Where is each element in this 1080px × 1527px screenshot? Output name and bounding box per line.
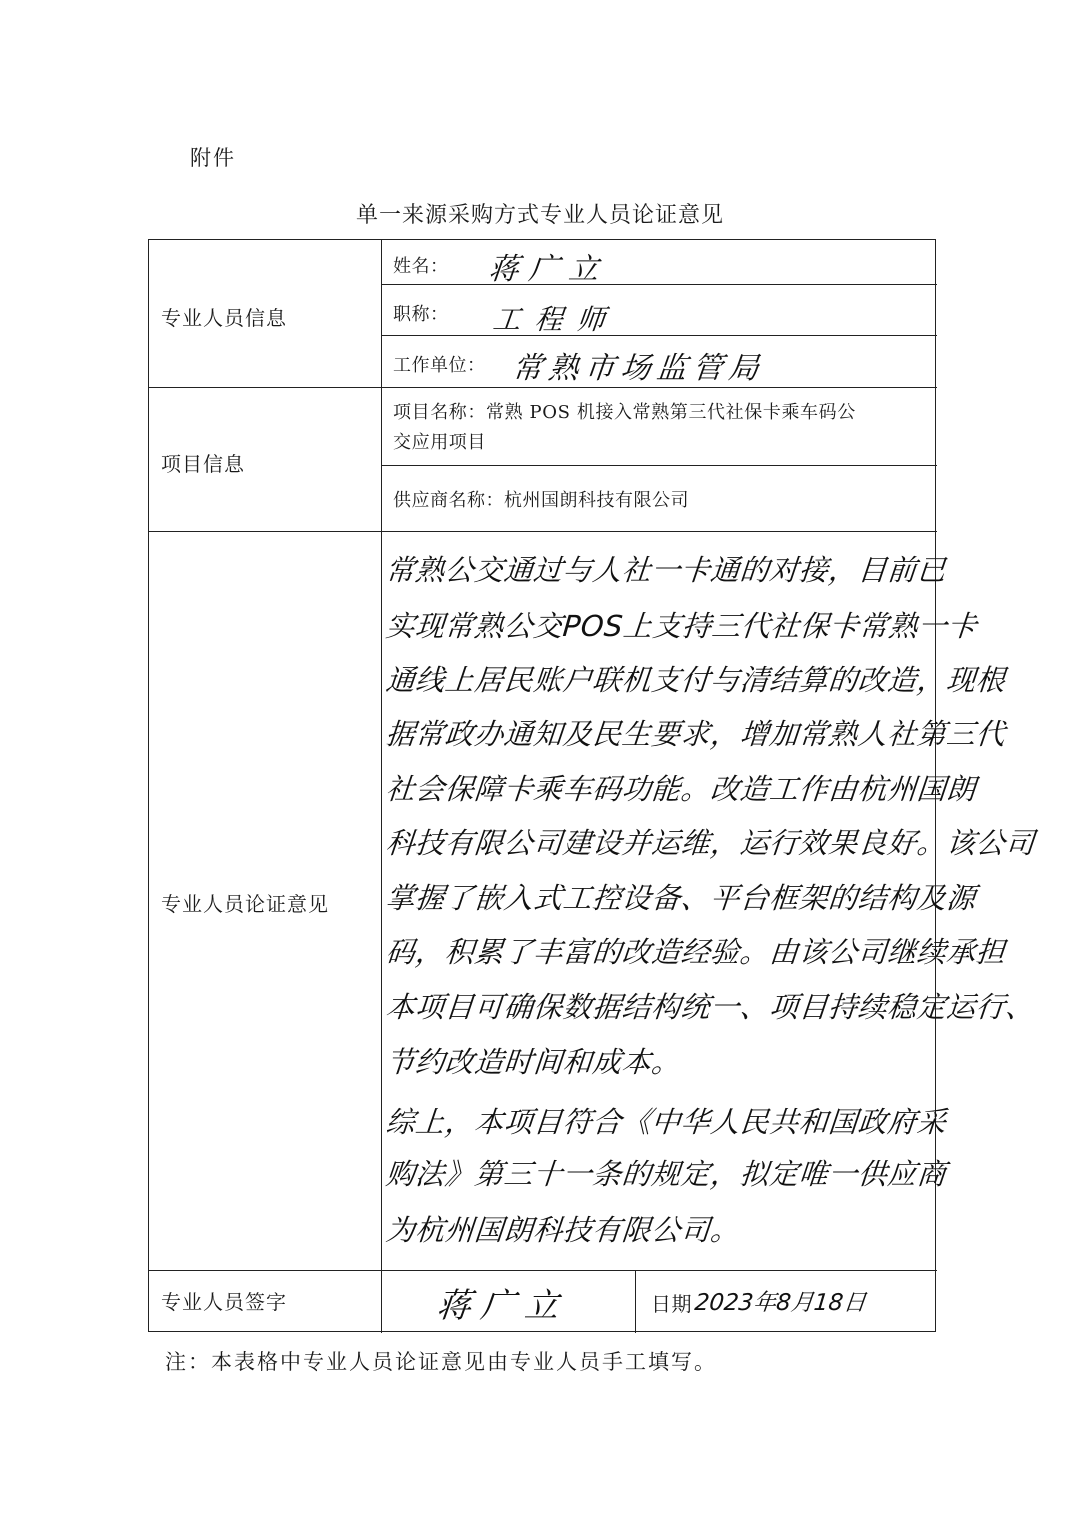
signature-label: 专业人员签字 <box>161 1290 287 1314</box>
opinion-line: 社会保障卡乘车码功能。改造工作由杭州国朗 <box>384 772 978 806</box>
opinion-line: 据常政办通知及民生要求，增加常熟人社第三代 <box>384 717 1007 751</box>
section-divider <box>149 1270 937 1271</box>
row-divider <box>381 465 937 466</box>
document-title: 单一来源采购方式专业人员论证意见 <box>355 203 724 228</box>
opinion-line: 掌握了嵌入式工控设备、平台框架的结构及源 <box>384 881 978 915</box>
opinion-line: 为杭州国朗科技有限公司。 <box>384 1213 742 1247</box>
section-divider <box>149 531 937 532</box>
signature-handwritten: 蒋广立 <box>434 1286 571 1326</box>
employer-field-label: 工作单位： <box>393 355 486 376</box>
employer-handwritten: 常熟市场监管局 <box>510 351 767 386</box>
project-name-line-2: 交应用项目 <box>393 432 486 453</box>
opinion-label: 专业人员论证意见 <box>161 892 329 916</box>
footnote: 注：本表格中专业人员论证意见由专业人员手工填写。 <box>165 1350 717 1374</box>
opinion-line: 综上，本项目符合《中华人民共和国政府采 <box>384 1105 948 1139</box>
signature-divider <box>635 1270 636 1333</box>
column-divider <box>381 240 382 1333</box>
date-label: 日期 <box>651 1292 692 1316</box>
section-divider <box>149 387 937 388</box>
name-handwritten: 蒋广立 <box>486 252 611 287</box>
row-divider <box>381 284 937 285</box>
project-info-label: 项目信息 <box>161 452 245 476</box>
attachment-label: 附件 <box>190 146 236 170</box>
opinion-line: 购法》第三十一条的规定，拟定唯一供应商 <box>384 1157 948 1191</box>
opinion-line: 实现常熟公交POS上支持三代社保卡常熟一卡 <box>384 609 979 643</box>
expert-info-label: 专业人员信息 <box>161 306 287 330</box>
opinion-line: 常熟公交通过与人社一卡通的对接，目前已 <box>384 553 948 587</box>
name-field-label: 姓名： <box>393 256 449 277</box>
date-handwritten: 2023年8月18日 <box>693 1290 868 1316</box>
title-handwritten: 工程师 <box>491 303 621 336</box>
opinion-line: 码，积累了丰富的改造经验。由该公司继续承担 <box>384 935 1007 969</box>
project-name-line-1: 项目名称：常熟 POS 机接入常熟第三代社保卡乘车码公 <box>393 402 856 423</box>
opinion-line: 通线上居民账户联机支付与清结算的改造，现根 <box>384 663 1007 697</box>
opinion-line: 本项目可确保数据结构统一、项目持续稳定运行、 <box>384 990 1037 1024</box>
supplier-field: 供应商名称：杭州国朗科技有限公司 <box>393 490 689 511</box>
title-field-label: 职称： <box>393 304 449 325</box>
row-divider <box>381 335 937 336</box>
opinion-line: 科技有限公司建设并运维，运行效果良好。该公司 <box>384 826 1037 860</box>
opinion-line: 节约改造时间和成本。 <box>384 1045 683 1079</box>
